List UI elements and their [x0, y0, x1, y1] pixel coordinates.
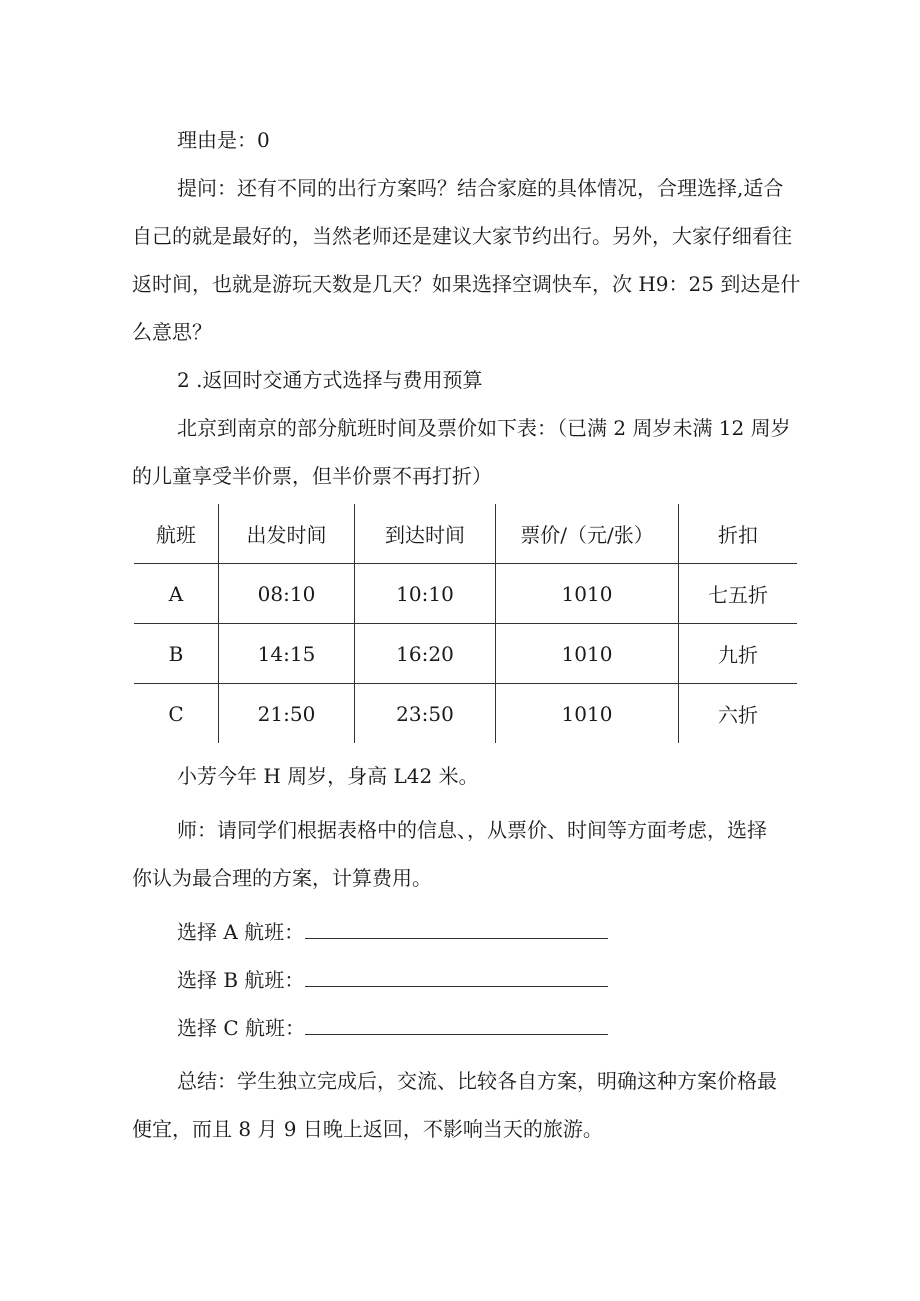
table-cell: 16:20	[355, 624, 496, 684]
table-cell: B	[134, 624, 219, 684]
table-row	[134, 684, 797, 744]
reason-line: 理由是：0	[177, 128, 270, 152]
header-cell: 到达时间	[355, 504, 496, 564]
table-cell: 1010	[496, 624, 679, 684]
question-line-4: 么意思？	[132, 320, 212, 344]
table-header-row	[134, 504, 797, 564]
choice-b-label: 选择 B 航班：	[177, 968, 305, 992]
intro-line-2: 的儿童享受半价票，但半价票不再打折）	[132, 464, 492, 488]
teacher-line-1: 师：请同学们根据表格中的信息、，从票价、时间等方面考虑，选择	[177, 818, 767, 842]
choice-b-answer-blank[interactable]	[305, 986, 608, 987]
xiaofang-line: 小芳今年 H 周岁，身高 L42 米。	[177, 764, 479, 788]
flight-table	[134, 504, 797, 743]
header-cell: 出发时间	[219, 504, 355, 564]
table-cell: 七五折	[679, 564, 798, 624]
choice-a-answer-blank[interactable]	[305, 938, 608, 939]
question-line-1: 提问：还有不同的出行方案吗？结合家庭的具体情况，合理选择,适合	[177, 176, 784, 200]
table-cell: 08:10	[219, 564, 355, 624]
header-cell: 票价/（元/张）	[496, 504, 679, 564]
table-cell: 六折	[679, 684, 798, 744]
table-cell: 10:10	[355, 564, 496, 624]
question-line-3: 返时间，也就是游玩天数是几天？如果选择空调快车，次 H9：25 到达是什	[132, 272, 801, 296]
table-row	[134, 564, 797, 624]
choice-c-answer-blank[interactable]	[305, 1034, 608, 1035]
header-cell: 航班	[134, 504, 219, 564]
table-cell: A	[134, 564, 219, 624]
question-line-2: 自己的就是最好的，当然老师还是建议大家节约出行。另外，大家仔细看往	[132, 224, 792, 248]
table-cell: 九折	[679, 624, 798, 684]
table-cell: 1010	[496, 564, 679, 624]
section-heading: 2 .返回时交通方式选择与费用预算	[177, 368, 483, 392]
teacher-line-2: 你认为最合理的方案，计算费用。	[132, 866, 432, 890]
summary-line-1: 总结：学生独立完成后，交流、比较各自方案，明确这种方案价格最	[177, 1069, 777, 1093]
table-cell: 1010	[496, 684, 679, 744]
table-row	[134, 624, 797, 684]
choice-c-label: 选择 C 航班：	[177, 1016, 306, 1040]
choice-a-label: 选择 A 航班：	[177, 920, 305, 944]
table-cell: 14:15	[219, 624, 355, 684]
table-cell: 21:50	[219, 684, 355, 744]
summary-line-2: 便宜，而且 8 月 9 日晚上返回，不影响当天的旅游。	[132, 1117, 603, 1141]
header-cell: 折扣	[679, 504, 798, 564]
table-cell: 23:50	[355, 684, 496, 744]
intro-line-1: 北京到南京的部分航班时间及票价如下表：（已满 2 周岁未满 12 周岁	[177, 416, 791, 440]
table-cell: C	[168, 701, 184, 726]
